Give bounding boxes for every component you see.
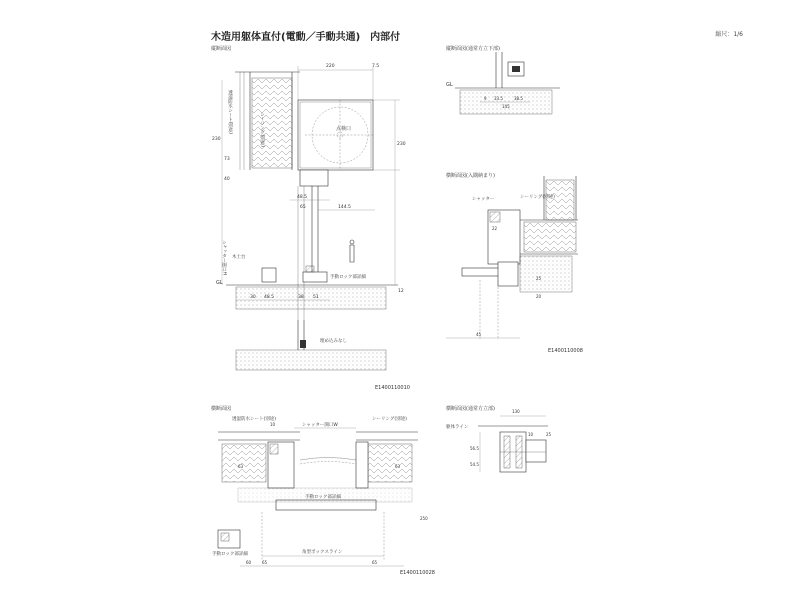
dim-h-a: 10 [270,422,276,427]
slot-label: 埋め込みなし [320,339,347,344]
shutter-height-label: シャッター開口H [221,240,227,275]
dim-b: 40 [224,177,230,182]
dim-c-c: 25 [536,276,542,281]
dim-left-height: 230 [212,137,221,142]
gl-label-vertical: GL [216,280,223,286]
waterproof-sheet-label: 透湿防水シート(別途) [227,90,233,135]
drawing-code-vertical: E1400110010 [375,385,410,391]
dim-m-a: 130 [512,409,520,414]
box-line-label: 角型ボックスライン [302,550,343,555]
wood-base-label: 木土台 [232,255,246,260]
dim-h-d: 250 [420,516,428,521]
wall-insulation [252,78,292,168]
ground-slab [236,287,386,309]
dim-h-c: 65 [262,560,268,565]
dim-c-d: 20 [536,294,542,299]
dim-s-a: 33.5 [494,96,503,101]
gl-label-small: GL [446,82,453,88]
page-title: 木造用躯体直付(電動／手動共通) 内部付 [211,32,401,43]
waterproof-sheet-label-h: 透湿防水シート(別途) [232,417,277,422]
inspection-port-label: 点検口 [336,126,352,132]
dim-j: 30 [250,295,256,300]
section-label-horizontal-corner: 横断面図(入隅納まり) [446,173,495,179]
horizontal-corner-section [446,176,578,340]
dim-c-a: 22 [492,226,498,231]
sealing-label: シーリング(別途) [259,112,265,148]
dim-c: 48.5 [297,195,308,200]
vertical-section [212,63,406,370]
dim-m-b: 56.5 [470,446,479,451]
scale-label: 縮尺：1/6 [715,31,743,38]
dim-d: 65 [300,205,306,210]
drawing-code-horizontal: E1400110028 [400,570,435,576]
vertical-small-section [446,52,560,114]
dim-top-width: 220 [326,64,335,69]
guide-rail-head [300,170,328,186]
dim-h-b2: 63 [395,464,401,469]
dim-h-b: 63 [238,464,244,469]
dim-m-d: 10 [528,432,534,437]
body-line-label: 躯体ライン [446,425,469,430]
section-label-horizontal-mullion: 横断面図(通常方立部) [446,406,495,412]
section-label-horizontal: 横断面図 [211,406,232,412]
dim-m-c: 54.5 [470,462,479,467]
sealing-label-h: シーリング(別途) [372,417,407,422]
dim-c-b: 45 [476,332,482,337]
manual-lock-label: 手動ロック部詳細 [330,275,366,280]
dim-a: 73 [224,157,230,162]
dim-f: 38 [298,295,304,300]
dim-i: 48.5 [264,295,275,300]
shutter-bar-label: シャッター [472,197,495,202]
sealing-label-corner: シーリング(別途) [520,195,555,200]
dim-s-b: 38.5 [514,96,523,101]
dim-box-height: 230 [397,142,406,147]
dim-g: 51 [313,295,319,300]
dim-h-e: 60 [246,560,252,565]
section-label-vertical-small: 縦断面図(通常方立下部) [446,46,500,52]
dim-h-c2: 65 [372,560,378,565]
manual-lock-label-detail: 手動ロック部詳細 [212,552,248,557]
dim-top-small: 7.5 [372,64,380,69]
dim-s-c: 145 [502,104,510,109]
drawing-code-corner: E1400110008 [548,348,583,354]
dim-h: 12 [398,289,404,294]
dim-s-d: 9 [484,96,487,101]
section-label-vertical: 縦断面図 [211,46,232,52]
horizontal-section [212,415,428,566]
horizontal-mullion-section [446,409,552,472]
shutter-width-label: シャッター開口W [302,423,338,428]
dim-e: 144.5 [338,205,351,210]
dim-m-e: 25 [546,432,552,437]
